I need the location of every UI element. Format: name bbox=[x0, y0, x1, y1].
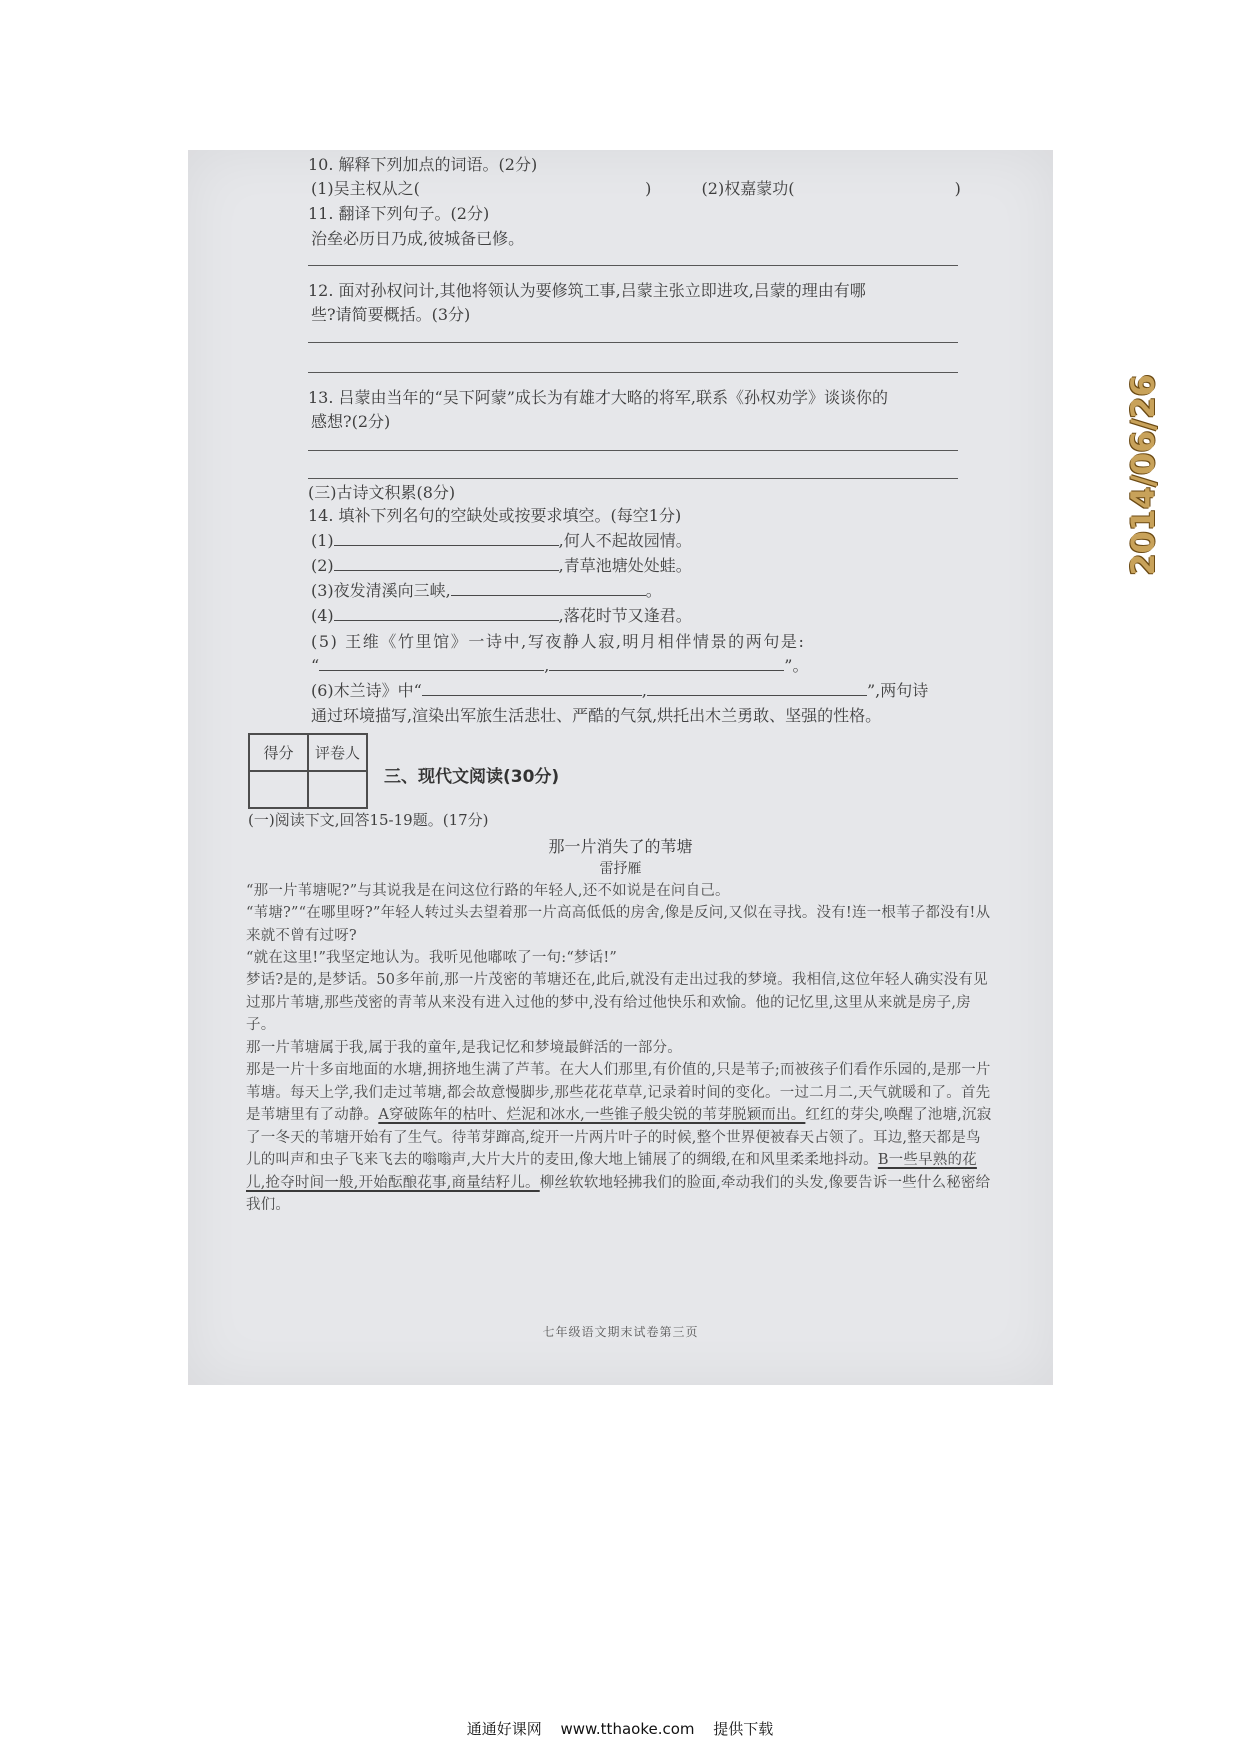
q14-l3-end: 。 bbox=[645, 581, 662, 600]
p6-underlined-b: B一些早熟的花儿,抢夺时间一般,开始酝酿花事,商量结籽儿。 bbox=[246, 1152, 977, 1191]
reading-intro: (一)阅读下文,回答15-19题。(17分) bbox=[248, 811, 489, 829]
q10-item1: (1)吴主权从之( bbox=[311, 179, 420, 198]
q14-blank-5a[interactable] bbox=[319, 656, 544, 671]
q14-line-6-cont: 通过环境描写,渲染出军旅生活悲壮、严酷的气氛,烘托出木兰勇敢、坚强的性格。 bbox=[311, 706, 882, 725]
q12-stem-cont: 些?请简要概括。(3分) bbox=[311, 305, 471, 324]
q14-l2-num: (2) bbox=[311, 556, 334, 575]
p6-underlined-a: A穿破陈年的枯叶、烂泥和冰水,一些锥子般尖锐的苇芽脱颖而出。 bbox=[378, 1107, 806, 1123]
article-paragraph-4: 梦话?是的,是梦话。50多年前,那一片茂密的苇塘还在,此后,就没有走出过我的梦境。我相信,这位年轻人确实没有见过那片苇塘,那些茂密的青苇从来没有进入过他的梦中,没有给过他快乐和欢愉。他的记忆里,这里从来就是房子,房子。 bbox=[246, 972, 988, 1033]
score-table bbox=[248, 733, 368, 809]
q11-answer-line bbox=[308, 265, 958, 266]
site-note: 提供下载 bbox=[713, 1720, 774, 1738]
article-paragraph-5: 那一片苇塘属于我,属于我的童年,是我记忆和梦境最鲜活的一部分。 bbox=[246, 1040, 682, 1056]
q14-line-6 bbox=[311, 681, 993, 701]
section3-title: 三、现代文阅读(30分) bbox=[384, 767, 560, 787]
q14-l5-close: ”。 bbox=[784, 656, 809, 675]
score-label: 得分 bbox=[249, 734, 308, 771]
q14-stem: 14. 填补下列名句的空缺处或按要求填空。(每空1分) bbox=[308, 506, 682, 525]
q14-l5-open: “ bbox=[311, 656, 320, 675]
q14-l4-num: (4) bbox=[311, 606, 334, 625]
q14-blank-6b[interactable] bbox=[647, 681, 867, 696]
exam-photo bbox=[188, 150, 1162, 1385]
site-name: 通通好课网 bbox=[466, 1720, 542, 1738]
section-poetry-title: (三)古诗文积累(8分) bbox=[308, 483, 456, 502]
page-footer: 七年级语文期末试卷第三页 bbox=[542, 1325, 699, 1339]
q14-l2-text: ,青草池塘处处蛙。 bbox=[558, 556, 692, 575]
q14-l6-comma: , bbox=[641, 681, 647, 700]
article-paragraph-1: “那一片苇塘呢?”与其说我是在问这位行路的年轻人,还不如说是在问自己。 bbox=[246, 883, 730, 899]
article-paragraph-6 bbox=[246, 1059, 994, 1217]
site-url[interactable]: www.tthaoke.com bbox=[560, 1720, 695, 1738]
q14-line-4 bbox=[311, 606, 993, 626]
p6-part-b: 红红的芽尖,唤醒了池塘,沉寂了一冬天的苇塘开始有了生气。待苇芽蹿高,绽开一片两片叶子的时候,整个世界便被春天占领了。耳边,整天都是鸟儿的叫声和虫子飞来飞去的嗡嗡声,大片大片的麦田,像大地上铺展了的绸缎,在和风里柔柔地抖动。 bbox=[246, 1107, 992, 1168]
q10-stem: 10. 解释下列加点的词语。(2分) bbox=[308, 155, 538, 174]
q14-blank-2[interactable] bbox=[334, 556, 559, 571]
q14-l3-text: (3)夜发清溪向三峡, bbox=[311, 581, 451, 600]
q14-line-5: (5) 王维《竹里馆》一诗中,写夜静人寂,明月相伴情景的两句是: bbox=[311, 632, 806, 651]
q11-sentence: 治垒必历日乃成,彼城备已修。 bbox=[311, 229, 525, 248]
score-cell[interactable] bbox=[249, 771, 308, 808]
q14-blank-5b[interactable] bbox=[549, 656, 784, 671]
q14-l1-text: ,何人不起故园情。 bbox=[558, 531, 692, 550]
q14-line-5b bbox=[311, 656, 993, 676]
q14-line-1 bbox=[311, 531, 993, 551]
q12-stem: 12. 面对孙权问计,其他将领认为要修筑工事,吕蒙主张立即进攻,吕蒙的理由有哪 bbox=[308, 281, 866, 300]
article-author: 雷抒雁 bbox=[599, 861, 642, 877]
site-footer bbox=[0, 1718, 1240, 1739]
q10-items bbox=[311, 179, 993, 199]
article-title: 那一片消失了的苇塘 bbox=[548, 837, 693, 856]
q14-line-3 bbox=[311, 581, 993, 601]
q13-stem-cont: 感想?(2分) bbox=[311, 412, 391, 431]
q14-blank-1[interactable] bbox=[334, 531, 559, 546]
q10-item1-close: ) bbox=[645, 179, 652, 198]
article-paragraph-3: “就在这里!”我坚定地认为。我听见他嘟哝了一句:“梦话!” bbox=[246, 950, 617, 966]
date-stamp-text: 2014/06/26 bbox=[1124, 374, 1162, 576]
q13-answer-line-2 bbox=[308, 478, 958, 479]
article-paragraph-2: “苇塘?”“在哪里呀?”年轻人转过头去望着那一片高高低低的房舍,像是反问,又似在寻找。没有!连一根苇子都没有!从来就不曾有过呀? bbox=[246, 905, 991, 944]
q10-item2-close: ) bbox=[954, 179, 961, 198]
q13-stem: 13. 吕蒙由当年的“吴下阿蒙”成长为有雄才大略的将军,联系《孙权劝学》谈谈你的 bbox=[308, 388, 888, 407]
p6-part-a: 那是一片十多亩地面的水塘,拥挤地生满了芦苇。在大人们那里,有价值的,只是苇子;而被孩子们看作乐园的,是那一片苇塘。每天上学,我们走过苇塘,都会故意慢脚步,那些花花草草,记录着时间的变化。一过二月二,天气就暖和了。首先是苇塘里有了动静。 bbox=[246, 1062, 991, 1123]
q10-item2: (2)权嘉蒙功( bbox=[701, 179, 795, 198]
reviewer-cell[interactable] bbox=[308, 771, 367, 808]
q14-l1-num: (1) bbox=[311, 531, 334, 550]
date-stamp bbox=[1123, 375, 1163, 575]
q11-stem: 11. 翻译下列句子。(2分) bbox=[308, 204, 490, 223]
q14-l4-text: ,落花时节又逢君。 bbox=[558, 606, 692, 625]
q14-blank-4[interactable] bbox=[334, 606, 559, 621]
q12-answer-line-1 bbox=[308, 342, 958, 343]
q14-line-2 bbox=[311, 556, 993, 576]
q14-l6-text: (6)木兰诗》中“ bbox=[311, 681, 422, 700]
p6-part-c: 柳丝软软地轻拂我们的脸面,牵动我们的头发,像要告诉一些什么秘密给我们。 bbox=[246, 1174, 991, 1213]
q14-l5-comma: , bbox=[544, 656, 550, 675]
reviewer-label: 评卷人 bbox=[308, 734, 367, 771]
q14-blank-3[interactable] bbox=[451, 581, 646, 596]
q12-answer-line-2 bbox=[308, 372, 958, 373]
q14-blank-6a[interactable] bbox=[422, 681, 642, 696]
q13-answer-line-1 bbox=[308, 450, 958, 451]
q14-l6-close: ”,两句诗 bbox=[866, 681, 929, 700]
